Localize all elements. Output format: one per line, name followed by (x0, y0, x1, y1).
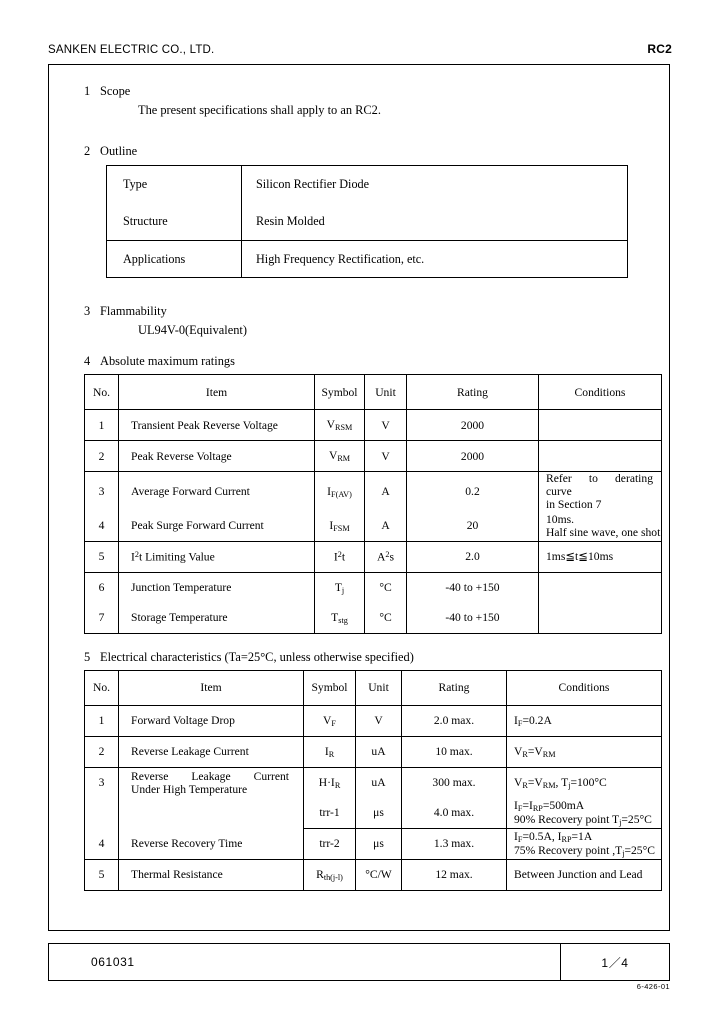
outline-value-structure: Resin Molded (242, 203, 628, 241)
row-no: 6 (85, 572, 119, 603)
outline-key-type: Type (107, 166, 242, 204)
row-no: 3 (85, 767, 119, 798)
row-conditions (539, 441, 662, 472)
row-unit: V (365, 410, 407, 441)
conditions-line-2: 90% Recovery point $T_j=25^\circ C$ (514, 812, 652, 827)
row-rating: 20 (407, 511, 539, 542)
document-content (84, 84, 664, 891)
section-electrical-number: 5 (84, 649, 91, 664)
conditions-line-2: Half sine wave, one shot (546, 525, 661, 539)
row-symbol: $I^2t$ (315, 541, 365, 572)
row-symbol: trr-2 (304, 828, 356, 859)
row-conditions: $V_R=V_{RM}$ (507, 736, 662, 767)
row-unit: °C/W (356, 859, 402, 890)
row-no: 4 (85, 828, 119, 859)
row-symbol: $I_R$ (304, 736, 356, 767)
row-no: 5 (85, 859, 119, 890)
section-outline-heading (84, 144, 664, 159)
row-no: 1 (85, 410, 119, 441)
row-symbol: trr-1 (304, 798, 356, 829)
table-row (85, 705, 662, 736)
row-unit: V (356, 705, 402, 736)
row-no: 3 (85, 472, 119, 511)
row-item: Reverse Recovery Time (119, 828, 304, 859)
page-footer (48, 943, 670, 981)
row-item: Average Forward Current (119, 472, 315, 511)
outline-key-structure: Structure (107, 203, 242, 241)
section-scope-body: The present specifications shall apply to an RC2. (138, 103, 381, 117)
conditions-line-2: in Section 7 (546, 497, 602, 511)
row-unit: μs (356, 828, 402, 859)
row-rating: 4.0 max. (402, 798, 507, 829)
row-rating: 300 max. (402, 767, 507, 798)
footer-date: 061031 (91, 955, 135, 969)
row-symbol: $V_F$ (304, 705, 356, 736)
conditions-line-1: Refer to derating curve (546, 472, 653, 498)
row-conditions (539, 410, 662, 441)
section-absmax-number: 4 (84, 354, 91, 368)
section-electrical-title: Electrical characteristics (Ta=25°C, unless otherwise specified) (100, 649, 414, 664)
row-rating: 2.0 (407, 541, 539, 572)
document-number: 6-426-01 (636, 982, 670, 991)
footer-page-number: 1／4 (560, 944, 669, 980)
page-header (48, 42, 672, 56)
row-item: Storage Temperature (119, 603, 315, 634)
row-rating: 1.3 max. (402, 828, 507, 859)
item-line-2: Under High Temperature (131, 782, 248, 796)
electrical-characteristics-table (84, 670, 662, 891)
table-row (85, 472, 662, 511)
table-row (107, 203, 628, 241)
row-no: 4 (85, 511, 119, 542)
conditions-line-1: $I_F=0.5A$, $I_{RP}=1A$ (514, 829, 593, 844)
row-item: Reverse Leakage Current (119, 736, 304, 767)
column-header-rating: Rating (402, 670, 507, 705)
row-rating: 10 max. (402, 736, 507, 767)
row-unit: uA (356, 736, 402, 767)
row-unit: A (365, 511, 407, 542)
row-rating: 0.2 (407, 472, 539, 511)
row-unit: V (365, 441, 407, 472)
row-symbol: $T_j$ (315, 572, 365, 603)
section-scope-heading (84, 84, 664, 99)
row-rating: 2000 (407, 441, 539, 472)
row-item (119, 767, 304, 798)
table-row (85, 541, 662, 572)
column-header-unit: Unit (365, 375, 407, 410)
row-unit: °C (365, 572, 407, 603)
table-row (85, 603, 662, 634)
row-rating: -40 to +150 (407, 572, 539, 603)
section-flammability-number: 3 (84, 304, 91, 318)
row-item: Junction Temperature (119, 572, 315, 603)
row-unit: A (365, 472, 407, 511)
row-conditions (539, 511, 662, 542)
section-flammability-heading (84, 304, 664, 319)
section-scope-title: Scope (100, 84, 131, 98)
row-symbol: $H\cdot I_R$ (304, 767, 356, 798)
section-electrical-heading (84, 650, 664, 665)
conditions-line-2: 75% Recovery point $,T_j=25^\circ C$ (514, 843, 655, 858)
table-header-row (85, 670, 662, 705)
row-conditions (539, 603, 662, 634)
row-no: 5 (85, 541, 119, 572)
row-symbol: $V_{RSM}$ (315, 410, 365, 441)
column-header-conditions: Conditions (539, 375, 662, 410)
section-absmax-title: Absolute maximum ratings (100, 354, 235, 368)
part-code: RC2 (647, 42, 672, 56)
row-item: Peak Surge Forward Current (119, 511, 315, 542)
row-rating: 2.0 max. (402, 705, 507, 736)
section-scope-number: 1 (84, 84, 91, 98)
table-row (85, 767, 662, 798)
column-header-unit: Unit (356, 670, 402, 705)
row-rating: 12 max. (402, 859, 507, 890)
row-no: 2 (85, 441, 119, 472)
item-line-1: Reverse Leakage Current (131, 769, 289, 783)
row-conditions: $I_F=0.2A$ (507, 705, 662, 736)
row-unit: uA (356, 767, 402, 798)
table-row (85, 828, 662, 859)
conditions-line-1: $I_F=I_{RP}=500mA$ (514, 798, 585, 813)
column-header-item: Item (119, 670, 304, 705)
table-row (85, 736, 662, 767)
outline-key-applications: Applications (107, 241, 242, 278)
column-header-symbol: Symbol (315, 375, 365, 410)
row-symbol: $I_{F(AV)}$ (315, 472, 365, 511)
row-conditions (539, 472, 662, 511)
column-header-symbol: Symbol (304, 670, 356, 705)
row-item: $I^2t$ Limiting Value (119, 541, 315, 572)
row-item: Forward Voltage Drop (119, 705, 304, 736)
table-row (85, 410, 662, 441)
column-header-conditions: Conditions (507, 670, 662, 705)
row-unit: °C (365, 603, 407, 634)
row-conditions (539, 572, 662, 603)
row-no: 2 (85, 736, 119, 767)
row-unit: $A^2s$ (365, 541, 407, 572)
column-header-no: No. (85, 670, 119, 705)
column-header-rating: Rating (407, 375, 539, 410)
row-item: Thermal Resistance (119, 859, 304, 890)
row-symbol: $R_{th(j-l)}$ (304, 859, 356, 890)
row-no: 1 (85, 705, 119, 736)
row-item: Peak Reverse Voltage (119, 441, 315, 472)
section-outline-title: Outline (100, 144, 138, 158)
row-conditions: Between Junction and Lead (507, 859, 662, 890)
row-unit: μs (356, 798, 402, 829)
row-conditions (507, 828, 662, 859)
column-header-item: Item (119, 375, 315, 410)
row-conditions: 1ms≦t≦10ms (539, 541, 662, 572)
table-row (85, 441, 662, 472)
section-outline-number: 2 (84, 144, 91, 158)
row-rating: 2000 (407, 410, 539, 441)
outline-table (106, 165, 628, 278)
outline-value-type: Silicon Rectifier Diode (242, 166, 628, 204)
table-row (85, 798, 662, 829)
row-conditions: $V_R=V_{RM}$, $T_j=100^\circ C$ (507, 767, 662, 798)
section-flammability-title: Flammability (100, 304, 167, 318)
row-symbol: $T_{stg}$ (315, 603, 365, 634)
row-rating: -40 to +150 (407, 603, 539, 634)
conditions-line-1: 10ms. (546, 512, 575, 526)
table-header-row (85, 375, 662, 410)
column-header-no: No. (85, 375, 119, 410)
table-row (107, 166, 628, 204)
row-no: 7 (85, 603, 119, 634)
table-row (85, 572, 662, 603)
row-conditions (507, 798, 662, 829)
table-row (85, 859, 662, 890)
row-symbol: $I_{FSM}$ (315, 511, 365, 542)
section-absmax-heading (84, 354, 664, 369)
row-item (119, 798, 304, 829)
row-no (85, 798, 119, 829)
outline-value-applications: High Frequency Rectification, etc. (242, 241, 628, 278)
company-name: SANKEN ELECTRIC CO., LTD. (48, 44, 215, 56)
table-row (85, 511, 662, 542)
absolute-maximum-ratings-table (84, 374, 662, 634)
row-item: Transient Peak Reverse Voltage (119, 410, 315, 441)
row-symbol: $V_{RM}$ (315, 441, 365, 472)
table-row (107, 241, 628, 278)
section-flammability-body: UL94V-0(Equivalent) (138, 323, 247, 337)
